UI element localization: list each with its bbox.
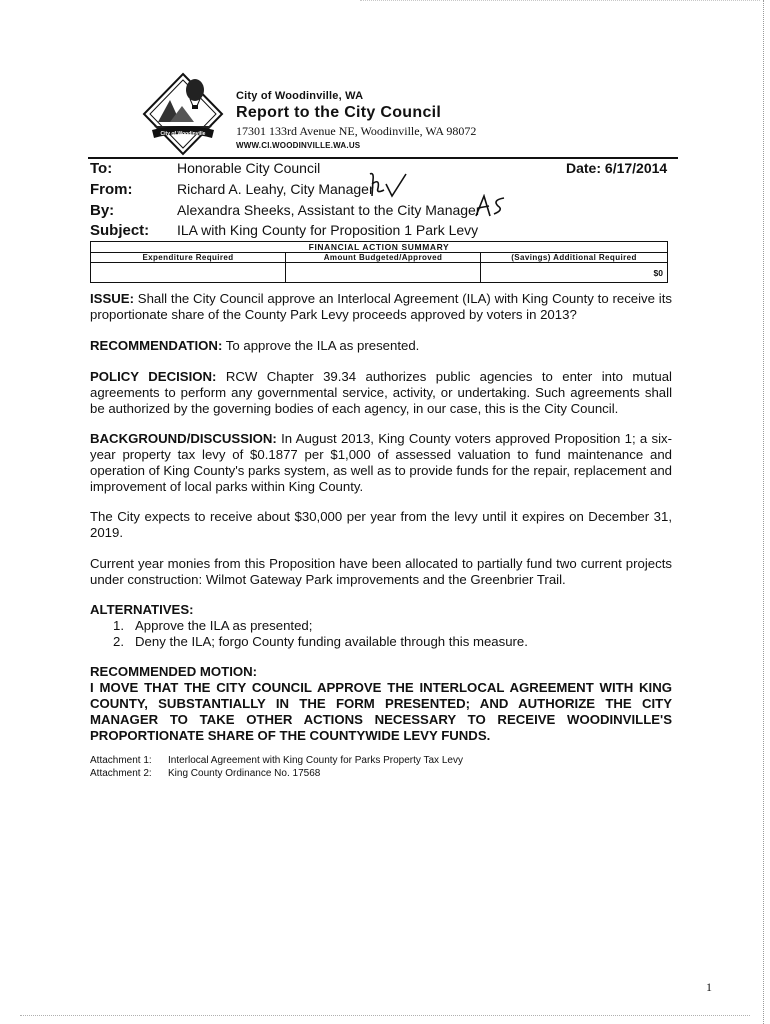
- policy-section: [90, 369, 672, 417]
- financial-summary-table: [90, 241, 668, 283]
- city-logo: [140, 70, 226, 160]
- alternative-item: [113, 618, 528, 634]
- attachments-list: [90, 754, 463, 780]
- col-amount-budgeted: Amount Budgeted/Approved: [286, 253, 481, 263]
- recommendation-section: [90, 338, 672, 354]
- to-value: Honorable City Council: [177, 160, 321, 176]
- recommendation-text: To approve the ILA as presented.: [225, 338, 420, 353]
- background-section: [90, 431, 672, 495]
- attachment-item: [90, 767, 463, 780]
- city-manager-initials: [366, 170, 410, 200]
- letterhead: [236, 90, 476, 150]
- financial-summary-caption: FINANCIAL ACTION SUMMARY: [91, 242, 668, 253]
- col-expenditure-required: Expenditure Required: [91, 253, 286, 263]
- memo-date: [566, 160, 667, 176]
- background-label: BACKGROUND/DISCUSSION:: [90, 431, 277, 446]
- from-value: Richard A. Leahy, City Manager: [177, 181, 374, 197]
- to-label: To:: [90, 160, 113, 177]
- by-label: By:: [90, 202, 115, 219]
- attachment-label: Attachment 1:: [90, 755, 152, 766]
- letterhead-address: 17301 133rd Avenue NE, Woodinville, WA 98072: [236, 124, 477, 138]
- alternatives-list: [113, 618, 528, 650]
- issue-text: Shall the City Council approve an Interlocal Agreement (ILA) with King County to receive its proportionate share of the County Park Levy proceeds approved by voters in 2013?: [90, 291, 672, 322]
- letterhead-city: City of Woodinville, WA: [236, 90, 364, 102]
- issue-section: [90, 291, 672, 323]
- value-expenditure-required: [91, 263, 286, 283]
- background-text: In August 2013, King County voters approved Proposition 1; a six-year property tax levy of $0.1877 per $1,000 of assessed valuation to fund maintenance and operation of King County's parks system, as well as to provide funds for the repair, replacement and improvement of local parks within King County.: [90, 431, 672, 494]
- motion-label: RECOMMENDED MOTION:: [90, 664, 258, 679]
- scan-edge-top: [360, 0, 760, 3]
- scan-edge-right: [762, 0, 764, 1024]
- scan-edge-bottom: [20, 1014, 750, 1016]
- attachment-text: Interlocal Agreement with King County for Parks Property Tax Levy: [168, 755, 463, 766]
- policy-text: RCW Chapter 39.34 authorizes public agencies to enter into mutual agreements to perform any governmental service, activity, or undertaking. Such agreements shall be authorized by the governing bodies of each agency, in our case, this is the City Council.: [90, 369, 672, 416]
- alternatives-label: ALTERNATIVES:: [90, 602, 194, 617]
- header-rule: [88, 157, 678, 159]
- date-label: Date:: [566, 160, 602, 176]
- value-amount-budgeted: [286, 263, 481, 283]
- attachment-text: King County Ordinance No. 17568: [168, 768, 321, 779]
- date-value: 6/17/2014: [604, 160, 668, 176]
- value-additional-required: $0: [481, 263, 668, 283]
- alternative-number: 1.: [113, 618, 124, 633]
- alternative-text: Approve the ILA as presented;: [135, 618, 313, 633]
- letterhead-website: WWW.CI.WOODINVILLE.WA.US: [236, 141, 361, 150]
- alternative-text: Deny the ILA; forgo County funding available through this measure.: [135, 634, 528, 649]
- page-number: 1: [706, 980, 712, 994]
- subject-label: Subject:: [90, 222, 150, 239]
- background-para-2: The City expects to receive about $30,000 per year from the levy until it expires on December 31, 2019.: [90, 509, 672, 540]
- alternative-number: 2.: [113, 634, 124, 649]
- by-value: Alexandra Sheeks, Assistant to the City Manager: [177, 202, 481, 218]
- recommendation-label: RECOMMENDATION:: [90, 338, 223, 353]
- assistant-initials: [472, 194, 508, 218]
- subject-value: ILA with King County for Proposition 1 Park Levy: [177, 222, 479, 238]
- attachment-label: Attachment 2:: [90, 768, 152, 779]
- from-label: From:: [90, 181, 133, 198]
- seal-text: City of Woodinville: [160, 131, 206, 137]
- policy-label: POLICY DECISION:: [90, 369, 217, 384]
- letterhead-title: Report to the City Council: [236, 104, 442, 121]
- col-additional-required: (Savings) Additional Required: [481, 253, 668, 263]
- motion-text: I MOVE THAT THE CITY COUNCIL APPROVE THE INTERLOCAL AGREEMENT WITH KING COUNTY, SUBSTANTIALLY IN THE FORM PRESENTED; AND AUTHORIZE THE CITY MANAGER TO TAKE OTHER ACTIONS NECESSARY TO RECEIVE WOODINVILLE'S PROPORTIONATE SHARE OF THE COUNTYWIDE LEVY FUNDS.: [90, 680, 672, 743]
- attachment-item: [90, 754, 463, 767]
- alternative-item: [113, 634, 528, 650]
- issue-label: ISSUE:: [90, 291, 134, 306]
- background-para-3: Current year monies from this Proposition have been allocated to partially fund two current projects under construction: Wilmot Gateway Park improvements and the Greenbrier Trail.: [90, 556, 672, 587]
